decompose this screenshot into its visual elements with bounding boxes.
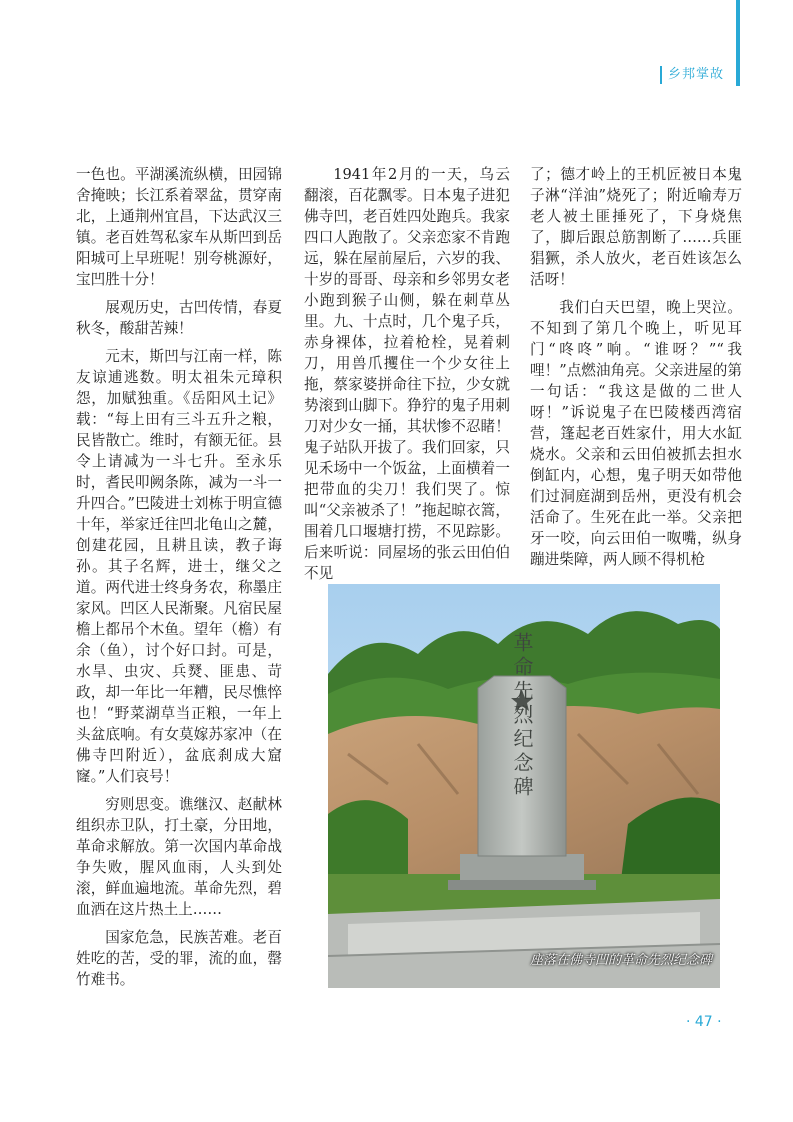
page-number: · 47 · (686, 1014, 722, 1030)
paragraph: 穷则思变。谯继汉、赵献林组织赤卫队，打土豪，分田地，革命求解放。第一次国内革命战争失败，腥风血雨，人头到处滚，鲜血遍地流。革命先烈，碧血洒在这片热土上…… (76, 796, 282, 918)
paragraph: 1941年2月的一天，乌云翻滚，百花飘零。日本鬼子进犯佛寺凹，老百姓四处跑兵。我家四口人跑散了。父亲恋家不肯跑远，躲在屋前屋后，六岁的我、十岁的哥哥、母亲和乡邻男女老小跑到猴子山侧，躲在刺草丛里。九、十点时，几个鬼子兵，赤身裸体，拉着枪栓，晃着刺刀，用兽爪攫住一个少女往上拖，蔡家婆拼命往下拉，少女就势滚到山脚下。狰狞的鬼子用刺刀对少女一捅，其状惨不忍睹！鬼子站队开拔了。我们回家，只见禾场中一个饭盆，上面横着一把带血的尖刀！我们哭了。惊叫“父亲被杀了！”拖起晾衣篙，围着几口堰塘打捞，不见踪影。后来听说：同屋场的张云田伯伯不见 (304, 166, 510, 582)
paragraph: 一色也。平湖溪流纵横，田园锦舍掩映；长江系着翠盆，贯穿南北，上通荆州宜昌，下达武汉三镇。老百姓驾私家车从斯凹到岳阳城可上早班呢！别夸桃源好，宝凹胜十分！ (76, 166, 282, 288)
header-accent-bar (736, 0, 740, 86)
paragraph: 国家危急，民族苦难。老百姓吃的苦，受的罪，流的血，罄竹难书。 (76, 929, 282, 988)
photo-caption: 座落在佛寺凹的革命先烈纪念碑 (529, 953, 712, 968)
paragraph: 了；德才岭上的王机匠被日本鬼子淋“洋油”烧死了；附近喻寿万老人被土匪捶死了，下身烧焦了，脚后跟总筋割断了……兵匪猖獗，杀人放火，老百姓该怎么活呀！ (530, 166, 742, 288)
monument-inscription: 革命先烈纪念碑 (510, 632, 534, 800)
section-label: 乡邦掌故 (660, 66, 724, 84)
monument-photo (328, 584, 720, 988)
text-column-2 (304, 164, 510, 591)
text-column-3 (530, 164, 742, 577)
paragraph: 元末，斯凹与江南一样，陈友谅逋逃数。明太祖朱元璋积怨，加赋独重。《岳阳风土记》载：“每上田有三斗五升之粮，民皆散亡。维时，有额无征。县令上请减为一斗七升。至永乐时，耆民叩阙条陈，减为一斗一升四合。”巴陵进士刘栋于明宣德十年，举家迁往凹北龟山之麓，创建花园，且耕且读，教子诲孙。其子名辉，进士，继父之道。两代进士终身务农，称墨庄家风。凹区人民渐聚。凡宿民屋檐上都吊个木鱼。望年（檐）有余（鱼），讨个好口封。可是，水旱、虫灾、兵燹、匪患、苛政，却一年比一年糟，民尽憔悴也！“野菜湖草当正粮，一年上头盆底响。有女莫嫁苏家冲（在佛寺凹附近），盆底刹成大窟窿。”人们哀号！ (76, 348, 282, 785)
paragraph: 我们白天巴望，晚上哭泣。不知到了第几个晚上，听见耳门“咚咚”响。“谁呀？”“我哩！”点燃油角亮。父亲进屋的第一句话：“我这是做的二世人呀！”诉说鬼子在巴陵楼西湾宿营，篷起老百姓家什，用大水缸烧水。父亲和云田伯被抓去担水倒缸内，心想，鬼子明天如带他们过洞庭湖到岳州，更没有机会活命了。生死在此一举。父亲把牙一咬，向云田伯一呶嘴，纵身蹦进柴障，两人顾不得机枪 (530, 299, 742, 568)
paragraph: 展观历史，古凹传情，春夏秋冬，酸甜苦辣！ (76, 299, 282, 337)
text-column-1 (76, 164, 282, 997)
